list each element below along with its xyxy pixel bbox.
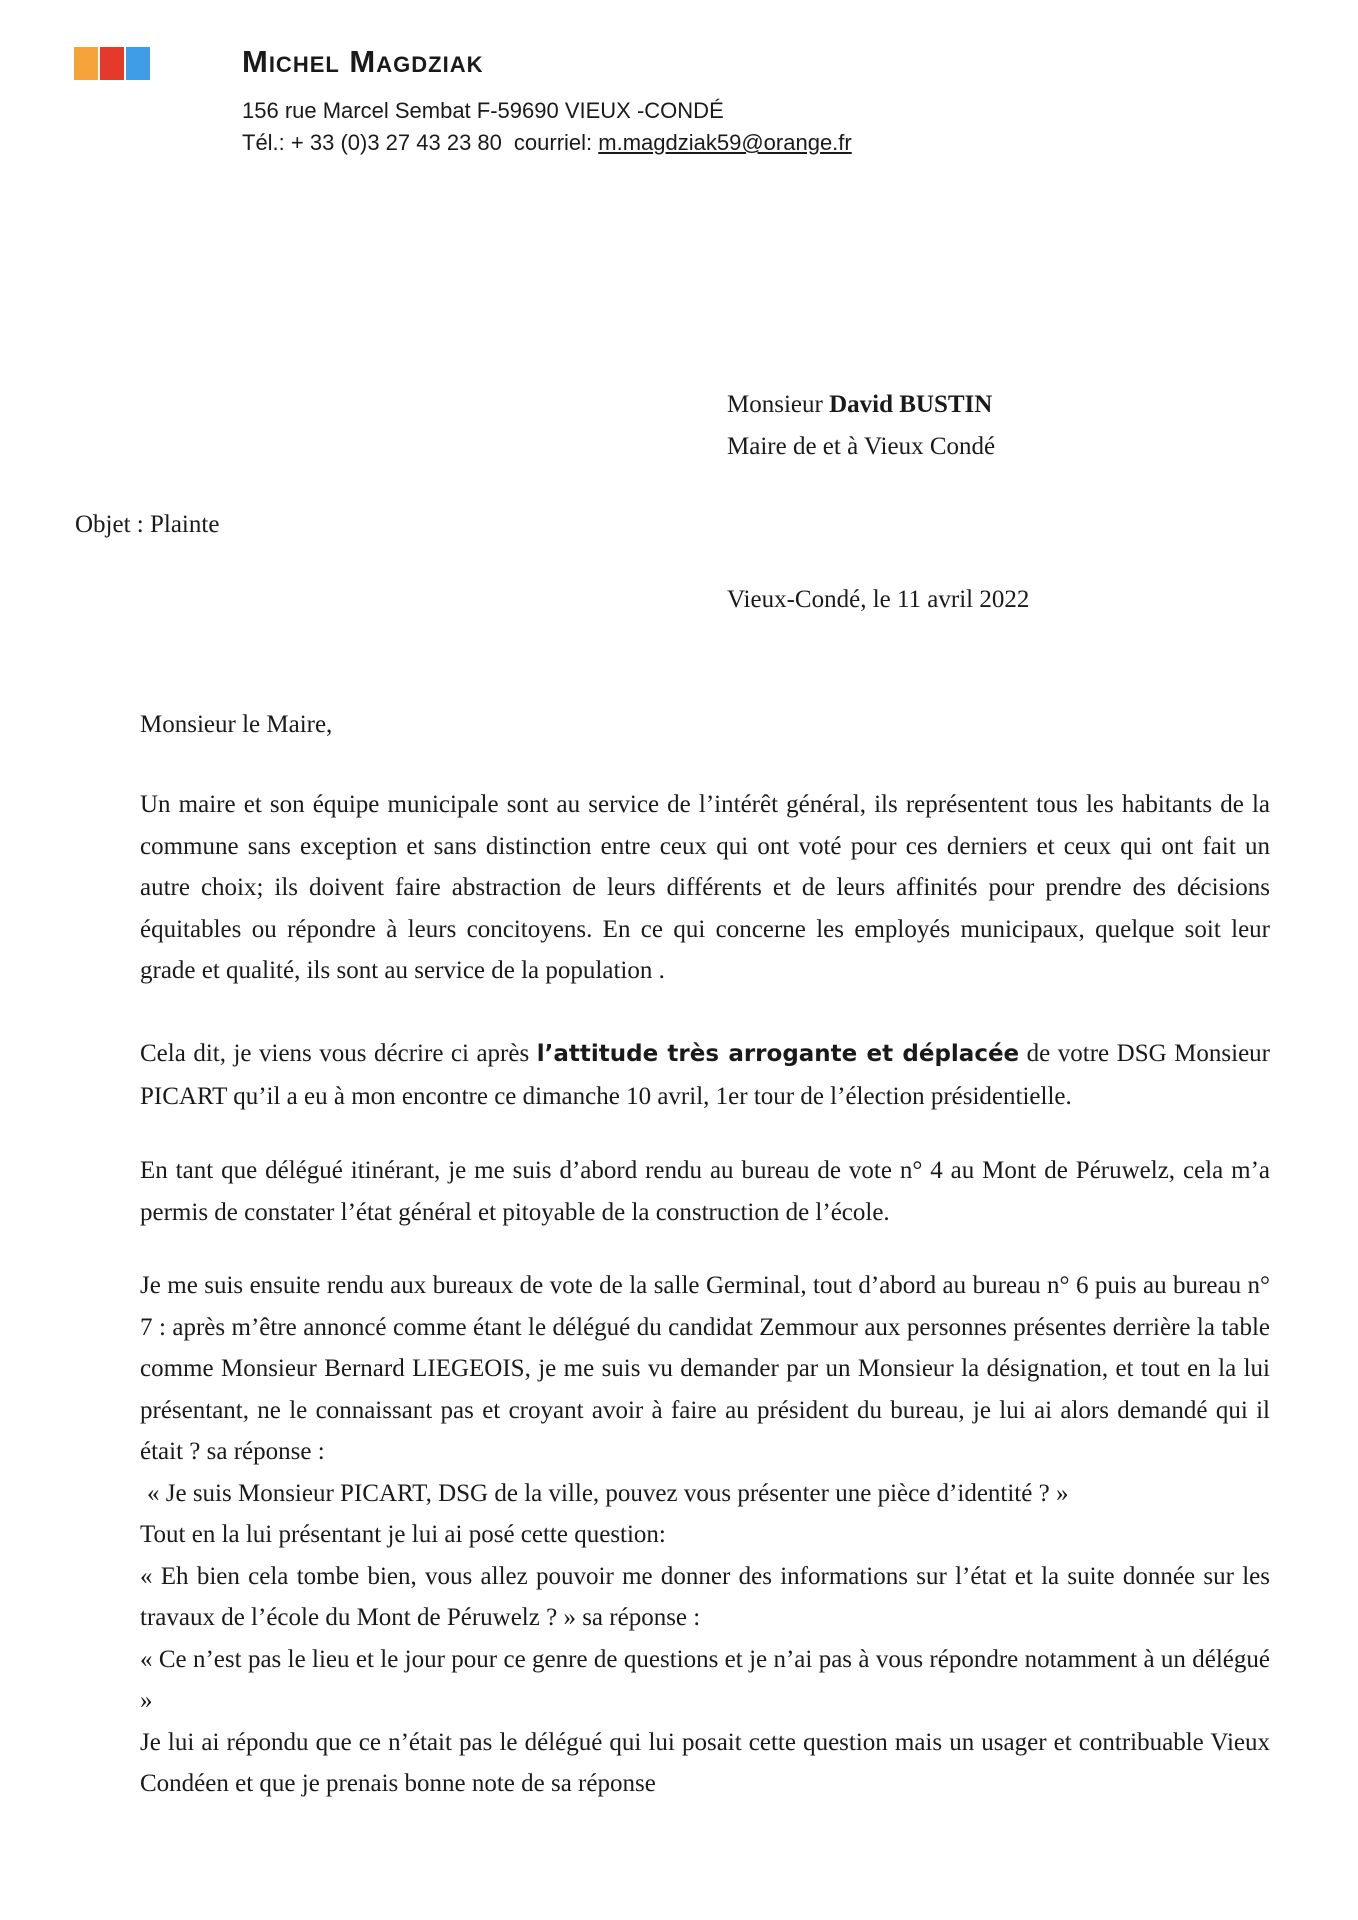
logo-red-square	[100, 47, 124, 80]
quote-1: « Je suis Monsieur PICART, DSG de la ville, pouvez vous présenter une pièce d’identité ? »	[147, 1479, 1069, 1507]
logo-blue-square	[126, 47, 150, 80]
paragraph-2-text	[140, 1033, 1270, 1117]
paragraph-2-before: Cela dit, je viens vous décrire ci après	[140, 1040, 537, 1067]
paragraph-1	[140, 784, 1270, 992]
logo	[74, 47, 150, 80]
letter-object: Objet : Plainte	[75, 511, 220, 538]
quote-2: « Eh bien cela tombe bien, vous allez pouvoir me donner des informations sur l’état et la suite donnée sur les travaux de l’école du Mont de Péruwelz ? » sa réponse :	[140, 1562, 1270, 1631]
paragraph-2-emphasis: l’attitude très arrogante et déplacée	[536, 1041, 1020, 1067]
paragraph-3-text: En tant que délégué itinérant, je me suis d’abord rendu au bureau de vote n° 4 au Mont de Péruwelz, cela m’a permis de constater l’état général et pitoyable de la construction de l’école.	[140, 1157, 1270, 1226]
paragraph-4	[140, 1265, 1270, 1805]
recipient-title: Monsieur	[727, 391, 830, 418]
salutation: Monsieur le Maire,	[140, 711, 333, 738]
paragraph-4-text: Je me suis ensuite rendu aux bureaux de vote de la salle Germinal, tout d’abord au bureau n° 6 puis au bureau n° 7 : après m’être annoncé comme étant le délégué du candidat Zemmour aux personnes présentes derrière la table comme Monsieur Bernard LIEGEOIS, je me suis vu demander par un Monsieur la désignation, et tout en la lui présentant, ne le connaissant pas et croyant avoir à faire au président du bureau, je lui ai alors demandé qui il était ? sa réponse :	[140, 1272, 1270, 1465]
recipient-block	[727, 384, 995, 468]
logo-orange-square	[74, 47, 98, 80]
paragraph-2	[140, 1033, 1270, 1117]
paragraph-1-text: Un maire et son équipe municipale sont au service de l’intérêt général, ils représentent tous les habitants de la commune sans exception et sans distinction entre ceux qui ont voté pour ces derniers et ceux qui ont fait un autre choix; ils doivent faire abstraction de leurs différents et de leurs affinités pour prendre des décisions équitables ou répondre à leurs concitoyens. En ce qui concerne les employés municipaux, quelque soit leur grade et qualité, ils sont au service de la population .	[140, 791, 1270, 984]
email-link[interactable]: m.magdziak59@orange.fr	[598, 130, 852, 155]
letter-date: Vieux-Condé, le 11 avril 2022	[727, 586, 1030, 613]
sender-contact	[242, 130, 852, 156]
sender-address: 156 rue Marcel Sembat F-59690 VIEUX -CONDÉ	[242, 98, 724, 123]
quote-3: « Ce n’est pas le lieu et le jour pour ce genre de questions et je n’ai pas à vous répondre notamment à un délégué »	[140, 1645, 1270, 1714]
recipient-name: David BUSTIN	[829, 391, 993, 418]
email-label: courriel:	[513, 130, 593, 155]
sender-name: Michel Magdziak	[242, 44, 484, 79]
closing-text: Je lui ai répondu que ce n’était pas le délégué qui lui posait cette question mais un usager et contribuable Vieux Condéen et que je prenais bonne note de sa réponse	[140, 1728, 1270, 1797]
recipient-name-line	[727, 384, 995, 426]
sender-phone: Tél.: + 33 (0)3 27 43 23 80	[242, 130, 502, 155]
question-line: Tout en la lui présentant je lui ai posé cette question:	[140, 1521, 666, 1548]
recipient-function: Maire de et à Vieux Condé	[727, 433, 996, 460]
paragraph-2-after: de votre DSG Monsieur PICART qu’il a eu à mon encontre ce dimanche 10 avril, 1er tour de l’élection présidentielle.	[140, 1040, 1270, 1110]
paragraph-3	[140, 1150, 1270, 1233]
